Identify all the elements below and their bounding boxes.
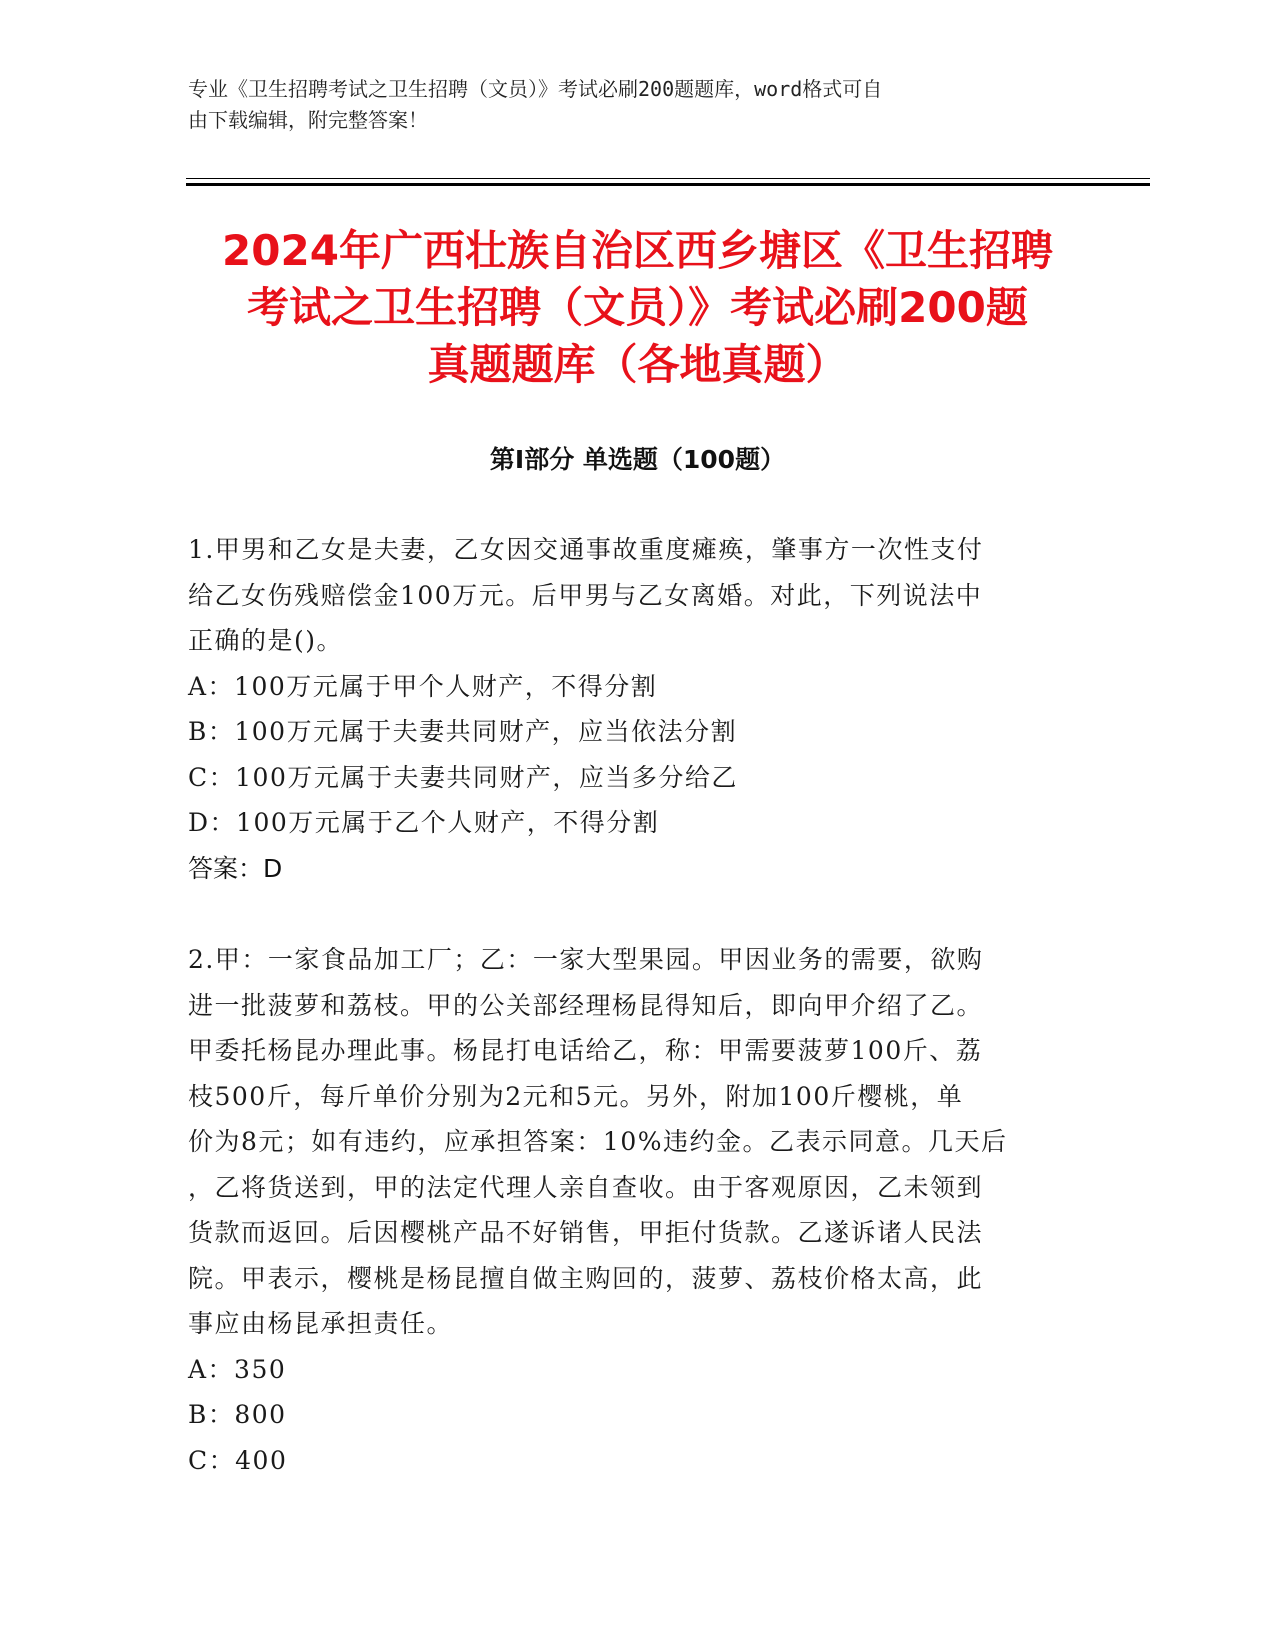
option-b: B：100万元属于夫妻共同财产，应当依法分割 [188,717,738,746]
header-divider-thick [186,183,1150,186]
option-b: B：800 [188,1400,287,1429]
option-a: A：350 [188,1354,287,1384]
question-1 [188,527,1088,891]
title-line: 2024年广西壮族自治区西乡塘区《卫生招聘 [222,226,1053,275]
answer-text: 答案：D [188,853,283,883]
question-2 [188,937,1088,1483]
header-note-line: 由下载编辑，附完整答案！ [188,108,428,132]
question-stem-line: 事应由杨昆承担责任。 [188,1309,454,1338]
question-stem-line: 价为8元；如有违约，应承担答案：10%违约金。乙表示同意。几天后 [188,1127,1008,1156]
section-heading: 第Ⅰ部分 单选题（100题） [489,445,786,474]
header-divider-thin [186,178,1150,179]
question-stem-line: 1.甲男和乙女是夫妻，乙女因交通事故重度瘫痪，肇事方一次性支付 [188,535,984,564]
header-note-line: 专业《卫生招聘考试之卫生招聘（文员）》考试必刷200题题库，word格式可自 [188,77,883,101]
question-stem-line: 给乙女伤残赔偿金100万元。后甲男与乙女离婚。对此，下列说法中 [188,580,983,610]
question-stem-line: 甲委托杨昆办理此事。杨昆打电话给乙，称：甲需要菠萝100斤、荔 [188,1036,983,1065]
option-c: C：400 [188,1445,288,1475]
title-line: 考试之卫生招聘（文员）》考试必刷200题 [247,283,1028,332]
question-stem-line: 2.甲：一家食品加工厂；乙：一家大型果园。甲因业务的需要，欲购 [188,945,984,974]
option-c: C：100万元属于夫妻共同财产，应当多分给乙 [188,762,738,792]
option-a: A：100万元属于甲个人财产，不得分割 [188,671,658,701]
question-stem-line: ，乙将货送到，甲的法定代理人亲自查收。由于客观原因，乙未领到 [188,1172,984,1202]
title-line: 真题题库（各地真题） [427,340,848,389]
question-stem-line: 枝500斤，每斤单价分别为2元和5元。另外，附加100斤樱桃，单 [188,1081,964,1111]
header-note [188,74,1088,136]
document-title [150,222,1125,393]
question-stem-line: 进一批菠萝和荔枝。甲的公关部经理杨昆得知后，即向甲介绍了乙。 [188,990,984,1020]
question-stem-line: 院。甲表示，樱桃是杨昆擅自做主购回的，菠萝、荔枝价格太高，此 [188,1263,984,1293]
question-stem-line: 货款而返回。后因樱桃产品不好销售，甲拒付货款。乙遂诉诸人民法 [188,1218,984,1247]
option-d: D：100万元属于乙个人财产，不得分割 [188,808,660,837]
question-stem-line: 正确的是()。 [188,626,344,655]
